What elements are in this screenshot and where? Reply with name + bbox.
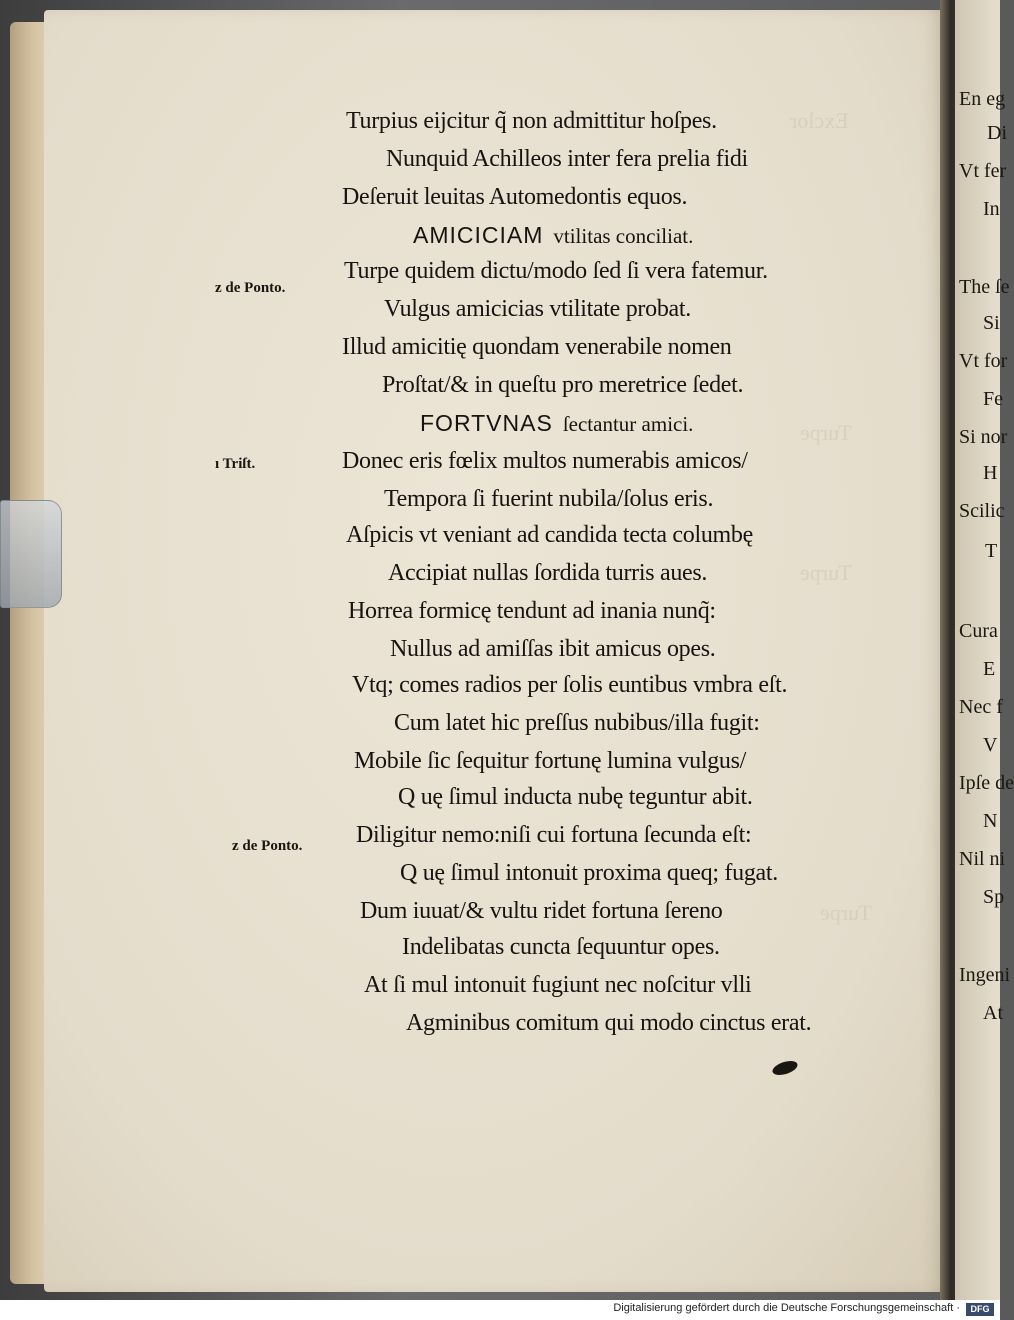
facing-line: Vt fer [959, 160, 1007, 182]
bleed-through: Turpe [800, 420, 852, 445]
verse-line: Q uę ſimul inducta nubę teguntur abit. [398, 784, 753, 810]
verse-line: At ſi mul intonuit fugiunt nec noſcitur vlli [364, 972, 752, 998]
facing-line: H [983, 462, 998, 484]
verse-line: Indelibatas cuncta ſequuntur opes. [402, 934, 720, 960]
verse-line: Turpe quidem dictu/modo ſed ſi vera fatemur. [344, 258, 768, 284]
facing-line: Sp [983, 886, 1005, 908]
book-page-right [955, 0, 1014, 1300]
verse-line: Illud amicitię quondam venerabile nomen [342, 334, 732, 360]
facing-line: Ipſe de [959, 772, 1014, 794]
funding-credit: Digitalisierung gefördert durch die Deutsche Forschungsgemeinschaft · [613, 1302, 960, 1314]
facing-line: Si nor [959, 426, 1008, 448]
facing-line: V [983, 734, 998, 756]
heading-caps: FORTVNAS [420, 410, 553, 436]
verse-line: Deſeruit leuitas Automedontis equos. [342, 184, 688, 210]
verse-line: Tempora ſi fuerint nubila/ſolus eris. [384, 486, 714, 512]
bleed-through: Turpe [820, 900, 872, 925]
facing-line: Nil ni [959, 848, 1006, 870]
facing-line: En eg [959, 88, 1006, 110]
verse-line: Agminibus comitum qui modo cinctus erat. [406, 1010, 812, 1036]
verse-line: Vulgus amicicias vtilitate probat. [384, 296, 691, 322]
verse-line: Nullus ad amiſſas ibit amicus opes. [390, 636, 716, 662]
margin-citation: ı Triſt. [215, 456, 256, 472]
facing-line: E [983, 658, 996, 680]
verse-line: Accipiat nullas ſordida turris aues. [388, 560, 708, 586]
facing-line: The ſe [959, 276, 1010, 298]
section-heading [413, 222, 693, 250]
verse-line: Mobile ſic ſequitur fortunę lumina vulgus/ [354, 748, 747, 774]
verse-line: Proſtat/& in queſtu pro meretrice ſedet. [382, 372, 744, 398]
margin-citation: z de Ponto. [232, 838, 303, 854]
facing-line: At [983, 1002, 1003, 1024]
heading-rest: ſectantur amici. [562, 412, 694, 436]
facing-line: Ingeni [959, 964, 1011, 986]
heading-caps: AMICICIAM [413, 222, 544, 248]
margin-citation: z de Ponto. [215, 280, 286, 296]
facing-line: Scilic [959, 500, 1005, 522]
verse-line: Cum latet hic preſſus nubibus/illa fugit: [394, 710, 760, 736]
verse-line: Dum iuuat/& vultu ridet fortuna ſereno [360, 898, 723, 924]
verse-line: Nunquid Achilleos inter fera prelia fidi [386, 146, 748, 172]
verse-line: Donec eris fœlix multos numerabis amicos/ [342, 448, 748, 474]
verse-line: Vtq; comes radios per ſolis euntibus vmbra eſt. [352, 672, 788, 698]
facing-line: In [983, 198, 1000, 220]
heading-rest: vtilitas conciliat. [553, 224, 694, 248]
facing-line: T [985, 540, 998, 562]
verse-line: Turpius eijcitur q̃ non admittitur hoſpes. [346, 108, 717, 134]
verse-line: Q uę ſimul intonuit proxima queq; fugat. [400, 860, 778, 886]
page-clip [0, 500, 62, 608]
facing-line: N [983, 810, 998, 832]
verse-line: Diligitur nemo:niſi cui fortuna ſecunda eſt: [356, 822, 752, 848]
facing-line: Di [987, 122, 1007, 144]
bleed-through: Exclor [790, 108, 849, 133]
facing-line: Fe [983, 388, 1003, 410]
bleed-through: Turpe [800, 560, 852, 585]
facing-line: Nec f [959, 696, 1003, 718]
footer-bar [0, 1300, 1000, 1320]
verse-line: Aſpicis vt veniant ad candida tecta columbę [346, 522, 753, 548]
dfg-logo: DFG [966, 1303, 994, 1316]
facing-line: Si [983, 312, 1000, 334]
facing-line: Vt for [959, 350, 1008, 372]
section-heading [420, 410, 693, 438]
facing-line: Cura [959, 620, 998, 642]
verse-line: Horrea formicę tendunt ad inania nunq̃: [348, 598, 716, 624]
